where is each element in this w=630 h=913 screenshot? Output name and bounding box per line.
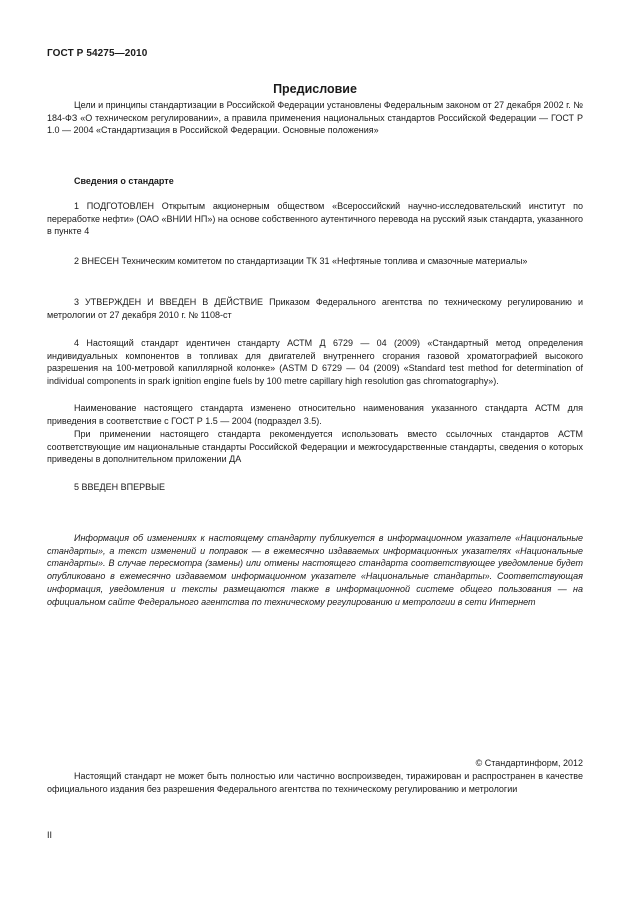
item-5-paragraph: 5 ВВЕДЕН ВПЕРВЫЕ — [74, 482, 166, 492]
reproduction-paragraph: Настоящий стандарт не может быть полностью или частично воспроизведен, тиражирован и распространен в качестве официального издания без разрешения Федерального агентства по техническому регулированию и метрологии — [47, 771, 583, 794]
item-1-paragraph: 1 ПОДГОТОВЛЕН Открытым акционерным обществом «Всероссийский научно-исследовательский институт по переработке нефти» (ОАО «ВНИИ НП») на основе собственного аутентичного перевода на русский язык стандарта, указанного в пункте 4 — [47, 201, 583, 237]
item-3-paragraph: 3 УТВЕРЖДЕН И ВВЕДЕН В ДЕЙСТВИЕ Приказом Федерального агентства по техническому регулированию и метрологии от 27 декабря 2010 г. № 1108-ст — [47, 297, 583, 320]
intro-paragraph: Цели и принципы стандартизации в Российской Федерации установлены Федеральным законом от 27 декабря 2002 г. № 184-ФЗ «О техническом регулировании», а правила применения национальных стандартов Российской Федерации — ГОСТ Р 1.0 — 2004 «Стандартизация в Российской Федерации. Основные положения» — [47, 100, 583, 136]
item-4-rename-paragraph: Наименование настоящего стандарта изменено относительно наименования указанного стандарта АСТМ для приведения в соответствие с ГОСТ Р 1.5 — 2004 (подраздел 3.5). — [47, 403, 583, 426]
item-4-paragraph: 4 Настоящий стандарт идентичен стандарту АСТМ Д 6729 — 04 (2009) «Стандартный метод определения индивидуальных компонентов в топливах для двигателей внутреннего сгорания газовой хроматографией высокого разрешения на 100-метровой капиллярной колонке» (ASTM D 6729 — 04 (2009) «Standard test method for determination of individual components in spark ignition engine fuels by 100 metre capillary high resolution gas chromatography»). — [47, 338, 583, 387]
page-title: Предисловие — [273, 82, 357, 96]
section-subheading: Сведения о стандарте — [74, 176, 174, 186]
copyright-line: © Стандартинформ, 2012 — [475, 758, 583, 768]
item-4-references-paragraph: При применении настоящего стандарта рекомендуется использовать вместо ссылочных стандартов АСТМ соответствующие им национальные стандарты Российской Федерации и межгосударственные стандарты, сведения о которых приведены в дополнительном приложении ДА — [47, 429, 583, 465]
notice-paragraph: Информация об изменениях к настоящему стандарту публикуется в информационном указателе «Национальные стандарты», а текст изменений и поправок — в ежемесячно издаваемых информационных указателях «Национальные стандарты». В случае пересмотра (замены) или отмены настоящего стандарта соответствующее уведомление будет опубликовано в ежемесячно издаваемом информационном указателе «Национальные стандарты». Соответствующая информация, уведомления и тексты размещаются также в информационной системе общего пользования — на официальном сайте Федерального агентства по техническому регулированию и метрологии в сети Интернет — [47, 533, 583, 607]
page-number: II — [47, 830, 53, 840]
document-header: ГОСТ Р 54275—2010 — [47, 48, 148, 59]
item-2-paragraph: 2 ВНЕСЕН Техническим комитетом по стандартизации ТК 31 «Нефтяные топлива и смазочные материалы» — [74, 256, 528, 266]
